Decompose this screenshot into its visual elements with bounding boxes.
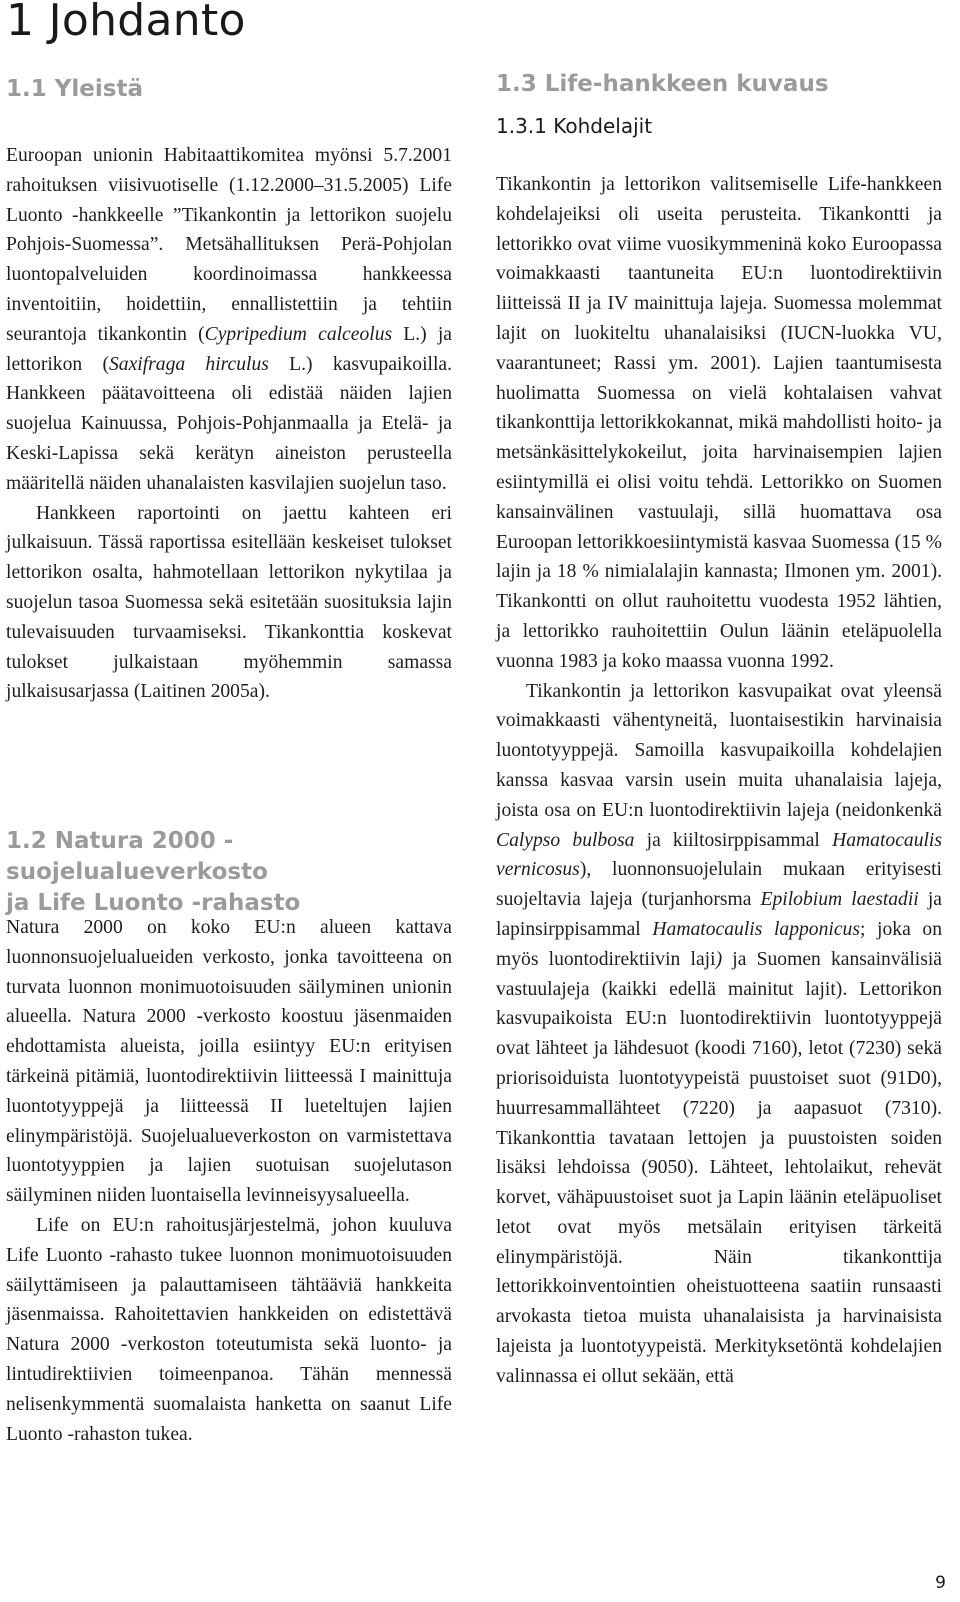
paragraph-target-species: Tikankontin ja lettorikon valitsemiselle Life-hankkeen kohdelajeiksi oli useita perusteita. Tikankontti ja lettorikko ovat viime vuosikymmeninä koko Euroopassa voimakkaasti taantuneita EU:n luontodirektiivin liitteissä II ja IV mainittuja lajeja. Suomessa molemmat lajit on luokiteltu uhanalaisiksi (IUCN-luokka VU, vaarantuneet; Rassi ym. 2001). Lajien taantumisesta huolimatta Suomessa on vielä kohtalaisen vahvat tikankonttija lettorikkokannat, mikä mahdollisti hoito- ja metsänkäsittelykokeilut, joita harvinaisempien lajien esiintymillä ei olisi voitu tehdä. Lettorikko on Suomen kansainvälinen vastuulaji, sillä huomattava osa Euroopan lettorikkoesiintymistä kasvaa Suomessa (15 % lajin ja 18 % nimialalajin kannasta; Ilmonen ym. 2001). Tikankontti on ollut rauhoitettu vuodesta 1952 lähtien, ja lettorikko rauhoitettiin Oulun läänin eteläpuolella vuonna 1983 ja koko maassa vuonna 1992. [496, 174, 942, 672]
section-heading-1-2: 1.2 Natura 2000 -suojelualueverkosto ja Life Luonto -rahasto [6, 828, 301, 916]
paragraph-reporting: Hankkeen raportointi on jaettu kahteen eri julkaisuun. Tässä raportissa esitellään keskeiset tulokset lettorikon osalta, hahmotellaan lettorikon nykytilaa ja suojelun tasoa Suomessa sekä esitetään suosituksia lajin tulevaisuuden turvaamiseksi. Tikankonttia koskevat tulokset julkaistaan myöhemmin samassa julkaisusarjassa (Laitinen 2005a). [6, 502, 452, 703]
left-text-block-2 [6, 913, 452, 1449]
species-name: Hamatocaulis lapponicus [652, 918, 860, 940]
species-name: Calypso bulbosa [496, 829, 635, 851]
paragraph-habitats: Tikankontin ja lettorikon kasvupaikat ovat yleensä voimakkaasti vähentyneitä, luontaisestikin harvinaisia luontotyyppejä. Samoilla kasvupaikoilla kohdelajien kanssa kasvaa varsin usein muita uhanalaisia lajeja, joista osa on EU:n luontodirektiivin lajeja (neidonkenkä Calypso bulbosa ja kiiltosirppisammal Hamatocaulis vernicosus), luonnonsuojelulain mukaan erityisesti suojeltavia lajeja (turjanhorsma Epilobium laestadii ja lapinsirppisammal Hamatocaulis lapponicus; joka on myös luontodirektiivin laji) ja Suomen kansainvälisiä vastuulajeja (kaikki edellä mainitut lajit). Lettorikon kasvupaikoista EU:n luontodirektiivin luontotyyppejä ovat lähteet ja lähdesuot (koodi 7160), letot (7230) sekä priorisoiduista luontotyypeistä puustoiset suot (91D0), huurresammallähteet (7220) ja aapasuot (7310). Tikankonttia tavataan lettojen ja puustoisten soiden lisäksi lehdoissa (9050). Lähteet, lehtolaikut, rehevät korvet, vähäpuustoiset suot ja Lapin läänin eteläpuoliset letot ovat myös metsälain erityisen tärkeitä elinympäristöjä. Näin tikankonttija lettorikkoinventointien oheistuotteena saatiin runsaasti arvokasta tietoa muista uhanalaisista ja harvinaisista lajeista ja luontotyypeistä. Merkityksetöntä kohdelajien valinnassa ei ollut sekään, että [496, 680, 942, 1387]
paragraph-natura: Natura 2000 on koko EU:n alueen kattava luonnonsuojelualueiden verkosto, jonka tavoitteena on turvata luonnon monimuotoisuuden säilyminen unionin alueella. Natura 2000 -verkosto koostuu jäsenmaiden ehdottamista alueista, joilla esiintyy EU:n erityisen tärkeinä pitämiä, luontodirektiivin liitteessä I mainittuja luontotyyppejä ja liitteessä II lueteltujen lajien elinympäristöjä. Suojelualueverkoston on varmistettava luontotyyppien ja lajien suotuisan suojelutason säilyminen niiden luontaisella levinneisyysalueella. [6, 917, 452, 1207]
right-text-block [496, 170, 942, 1392]
page-number: 9 [935, 1573, 946, 1593]
species-name: Epilobium laestadii [760, 889, 919, 911]
left-text-block-1 [6, 141, 452, 707]
chapter-title: 1 Johdanto [6, 0, 246, 46]
section-heading-1-1: 1.1 Yleistä [6, 76, 143, 102]
subsection-heading-1-3-1: 1.3.1 Kohdelajit [496, 114, 653, 138]
species-name: Cypripedium calceolus [204, 323, 393, 345]
paragraph-intro: Euroopan unionin Habitaattikomitea myönsi 5.7.2001 rahoituksen viisivuotiselle (1.12.2000–31.5.2005) Life Luonto -hankkeelle ”Tikankontin ja lettorikon suojelu Pohjois-Suomessa”. Metsähallituksen Perä-Pohjolan luontopalveluiden koordinoimassa hankkeessa inventoitiin, hoidettiin, ennallistettiin ja tehtiin seurantoja tikankontin (Cypripedium calceolus L.) ja lettorikon (Saxifraga hirculus L.) kasvupaikoilla. Hankkeen päätavoitteena oli edistää näiden lajien suojelua Kainuussa, Pohjois-Pohjanmaalla ja Etelä- ja Keski-Lapissa sekä kerätyn aineiston perusteella määritellä näiden uhanalaisten kasvilajien suojelun taso. [6, 145, 452, 494]
section-heading-1-3: 1.3 Life-hankkeen kuvaus [496, 71, 829, 97]
paragraph-life: Life on EU:n rahoitusjärjestelmä, johon kuuluva Life Luonto -rahasto tukee luonnon monimuotoisuuden säilyttämiseen ja palauttamiseen tähtääviä hankkeita jäsenmaissa. Rahoitettavien hankkeiden on edistettävä Natura 2000 -verkoston toteutumista sekä luonto- ja lintudirektiivien toimeenpanoa. Tähän mennessä nelisenkymmentä suomalaista hanketta on saanut Life Luonto -rahaston tukea. [6, 1214, 452, 1445]
species-name: Hamatocaulis vernicosus [496, 829, 942, 881]
species-name: Saxifraga hirculus [108, 353, 269, 375]
